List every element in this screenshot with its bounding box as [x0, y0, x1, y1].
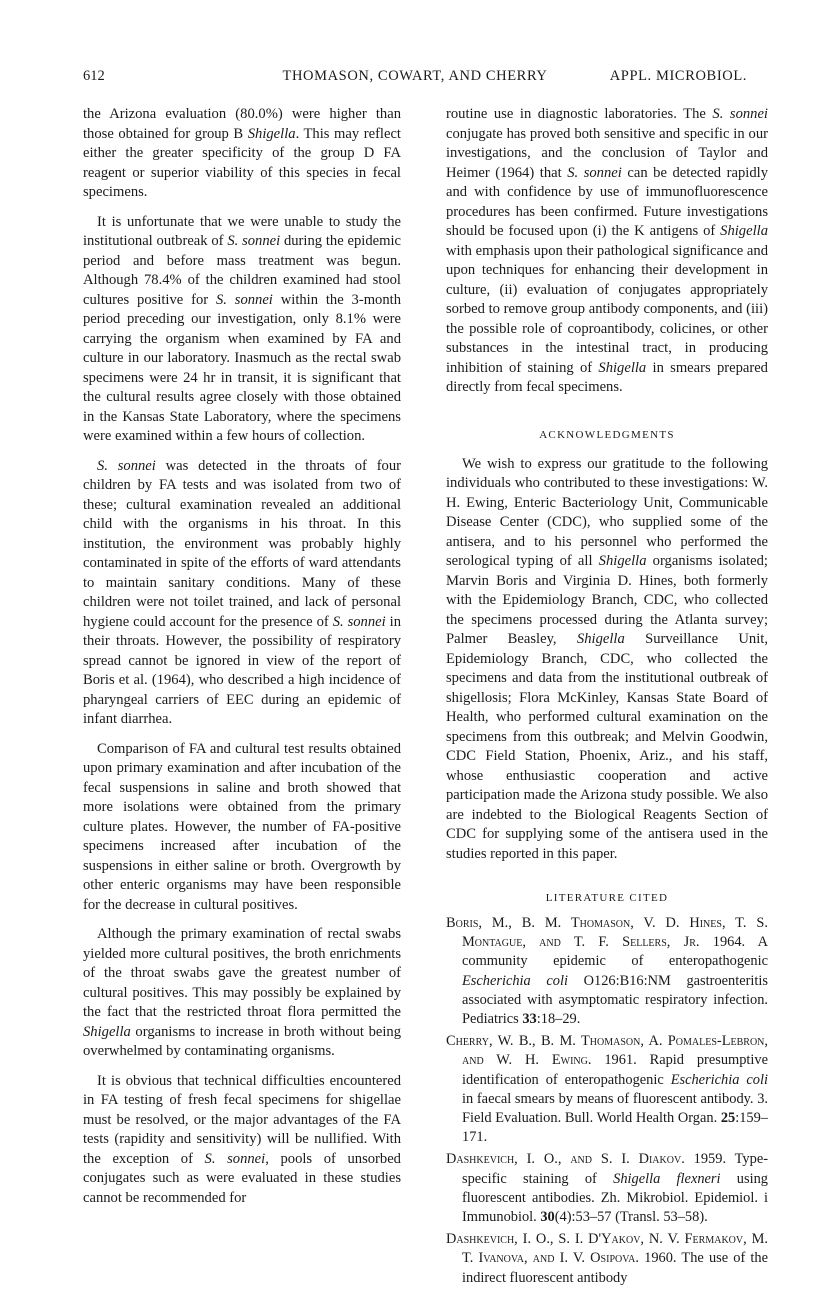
literature-cited-heading: LITERATURE CITED: [545, 892, 669, 904]
journal-abbrev: APPL. MICROBIOL.: [609, 68, 747, 84]
reference-item: Boris, M., B. M. Thomason, V. D. Hines, T. S. Montague, and T. F. Sellers, Jr. 1964. A community epidemic of enteropathogenic Escherichia coli O126:B16:NM gastroenteritis associated with asymptomatic respiratory infection. Pediatrics 33:18–29.: [446, 915, 768, 1028]
paragraph: Although the primary examination of rectal swabs yielded more cultural positives, the broth enrichments of the throat swabs gave the greatest number of cultural positives. This may possibly be explained by the fact that the restricted throat flora permitted the Shigella organisms to increase in broth without being overwhelmed by contaminating organisms.: [83, 926, 401, 1059]
reference-item: Cherry, W. B., B. M. Thomason, A. Pomales-Lebron, and W. H. Ewing. 1961. Rapid presumptive identification of enteropathogenic Escherichia coli in faecal smears by means of fluorescent antibody. 3. Field Evaluation. Bull. World Health Organ. 25:159–171.: [446, 1033, 768, 1146]
right-column: [446, 105, 768, 1291]
paragraph: It is unfortunate that we were unable to study the institutional outbreak of S. sonnei during the epidemic period and before mass treatment was begun. Although 78.4% of the children examined had stool cultures positive for S. sonnei within the 3-month period preceding our investigation, only 8.1% were carrying the organism when examined by FA and culture in our laboratory. Inasmuch as the rectal swab specimens were 24 hr in transit, it is significant that the cultural results agree closely with those obtained in the Kansas State Laboratory, where the specimens were examined within a few hours of collection.: [83, 213, 401, 444]
paragraph: S. sonnei was detected in the throats of four children by FA tests and was isolated from two of these; cultural examination revealed an additional child with the organisms in his throat. In this institution, the environment was probably highly contaminated in spite of the efforts of ward attendants to maintain sanitary conditions. Many of these children were not toilet trained, and lack of personal hygiene could account for the presence of S. sonnei in their throats. However, the possibility of respiratory spread cannot be ignored in view of the report of Boris et al. (1964), who described a high incidence of pharyngeal carriers of EEC during an epidemic of infant diarrhea.: [83, 457, 402, 727]
running-title: THOMASON, COWART, AND CHERRY: [282, 68, 548, 84]
paragraph: the Arizona evaluation (80.0%) were higher than those obtained for group B Shigella. This may reflect either the greater specificity of the group D FA reagent or superior viability of this species in fecal specimens.: [83, 106, 401, 200]
running-header: [83, 68, 747, 92]
reference-item: Dashkevich, I. O., and S. I. Diakov. 1959. Type-specific staining of Shigella flexneri using fluorescent antibodies. Zh. Mikrobiol. Epidemiol. i Immunobiol. 30(4):53–57 (Transl. 53–58).: [446, 1151, 768, 1226]
paragraph: routine use in diagnostic laboratories. The S. sonnei conjugate has proved both sensitive and specific in our investigations, and the conclusion of Taylor and Heimer (1964) that S. sonnei can be detected rapidly and with confidence by use of immunofluorescence procedures has been confirmed. Future investigations should be focused upon (i) the K antigens of Shigella with emphasis upon their pathological significance and upon techniques for enhancing their development in culture, (ii) evaluation of conjugates appropriately sorbed to remove group antibody components, and (iii) the possible role of coproantibody, colicines, or other substances in the intestinal tract, in producing inhibition of staining of Shigella in smears prepared directly from fecal specimens.: [446, 106, 768, 395]
acknowledgments-text: We wish to express our gratitude to the following individuals who contributed to these investigations: W. H. Ewing, Enteric Bacteriology Unit, Communicable Disease Center (CDC), who supplied some of the antisera, and to his personnel who performed the serological typing of all Shigella organisms isolated; Marvin Boris and Virginia D. Hines, both formerly with the Epidemiology Branch, CDC, who collected the specimens processed during the Atlanta survey; Palmer Beasley, Shigella Surveillance Unit, Epidemiology Branch, CDC, who collected the specimens and data from the institutional outbreak of shigellosis; Flora McKinley, Kansas State Board of Health, who performed cultural examination on the specimens from this outbreak; and Melvin Goodwin, CDC Field Station, Phoenix, Ariz., and his staff, whose enthusiastic cooperation and active participation made the Arizona study possible. We also are indebted to the Biological Reagents Section of CDC for supplying some of the antisera used in the studies reported in this paper.: [446, 455, 768, 862]
left-column: [83, 105, 401, 1208]
page-number: 612: [83, 68, 105, 84]
acknowledgments-heading: ACKNOWLEDGMENTS: [539, 428, 675, 441]
reference-item: Dashkevich, I. O., S. I. D'Yakov, N. V. Fermakov, M. T. Ivanova, and I. V. Osipova. 1960. The use of the indirect fluorescent antibody: [446, 1231, 768, 1286]
paragraph: It is obvious that technical difficulties encountered in FA testing of fresh fecal specimens for shigellae must be resolved, or the major advantages of the FA tests (rapidity and sensitivity) will be nullified. With the exception of S. sonnei, pools of unsorbed conjugates such as were evaluated in these studies cannot be recommended for: [83, 1072, 401, 1206]
paragraph: Comparison of FA and cultural test results obtained upon primary examination and after incubation of the fecal suspensions in saline and broth showed that more isolations were obtained from the primary culture plates. However, the number of FA-positive specimens increased after incubation of the suspensions in either saline or broth. Overgrowth by other enteric organisms may have been responsible for the decrease in cultural positives.: [83, 740, 401, 913]
